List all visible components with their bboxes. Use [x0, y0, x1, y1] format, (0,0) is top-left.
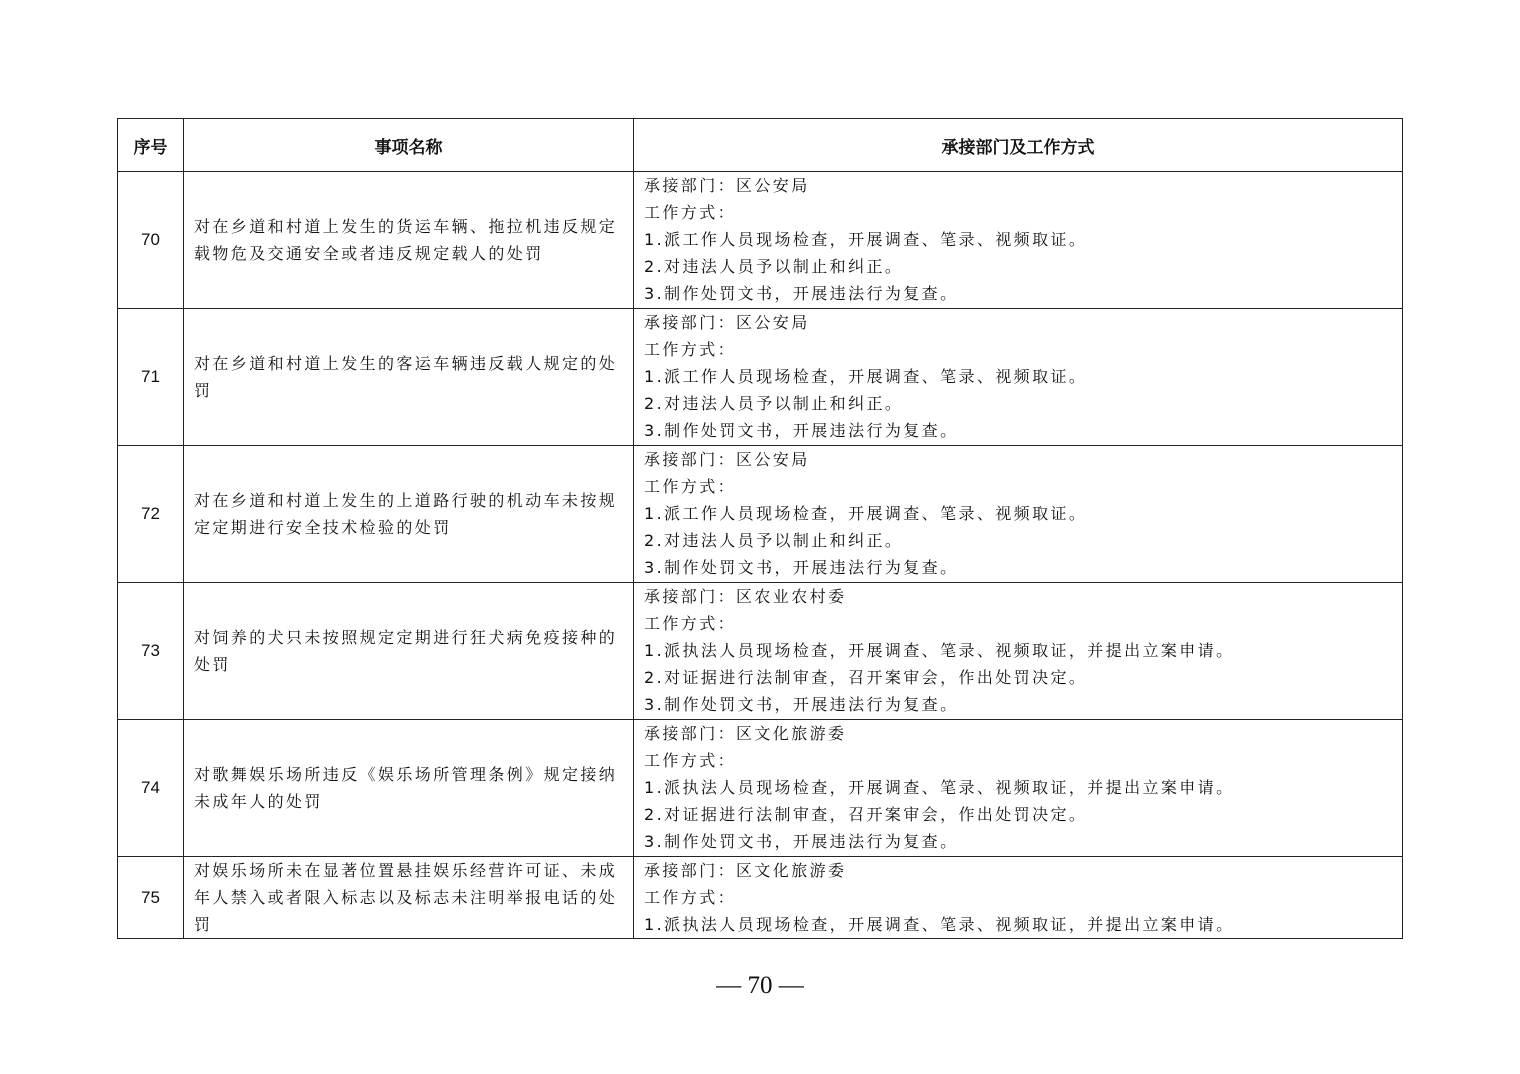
row-matter-name: 对在乡道和村道上发生的货运车辆、拖拉机违反规定载物危及交通安全或者违反规定载人的处罚 [184, 172, 634, 309]
method-step: 2.对违法人员予以制止和纠正。 [644, 394, 904, 413]
header-dept: 承接部门及工作方式 [634, 119, 1403, 172]
matters-table [117, 118, 1403, 939]
table-row [118, 583, 1403, 720]
row-seq: 70 [118, 172, 184, 309]
dept-line: 承接部门：区农业农村委 [644, 587, 847, 606]
method-step: 3.制作处罚文书，开展违法行为复查。 [644, 832, 959, 851]
table-row [118, 720, 1403, 857]
method-line: 工作方式： [644, 614, 737, 633]
table-row [118, 857, 1403, 939]
method-step: 2.对违法人员予以制止和纠正。 [644, 257, 904, 276]
method-line: 工作方式： [644, 340, 737, 359]
row-seq: 71 [118, 309, 184, 446]
method-step: 2.对证据进行法制审查，召开案审会，作出处罚决定。 [644, 805, 1088, 824]
method-step: 1.派工作人员现场检查，开展调查、笔录、视频取证。 [644, 504, 1088, 523]
row-matter-name: 对饲养的犬只未按照规定定期进行狂犬病免疫接种的处罚 [184, 583, 634, 720]
dept-line: 承接部门：区公安局 [644, 176, 810, 195]
row-dept-method [634, 309, 1403, 446]
method-step: 3.制作处罚文书，开展违法行为复查。 [644, 695, 959, 714]
dept-line: 承接部门：区公安局 [644, 450, 810, 469]
method-line: 工作方式： [644, 203, 737, 222]
row-dept-method [634, 857, 1403, 939]
row-dept-method [634, 172, 1403, 309]
row-matter-name: 对娱乐场所未在显著位置悬挂娱乐经营许可证、未成年人禁入或者限入标志以及标志未注明举报电话的处罚 [184, 857, 634, 939]
method-step: 3.制作处罚文书，开展违法行为复查。 [644, 558, 959, 577]
method-step: 1.派执法人员现场检查，开展调查、笔录、视频取证，并提出立案申请。 [644, 915, 1235, 934]
row-seq: 75 [118, 857, 184, 939]
row-seq: 73 [118, 583, 184, 720]
method-step: 3.制作处罚文书，开展违法行为复查。 [644, 284, 959, 303]
method-step: 1.派工作人员现场检查，开展调查、笔录、视频取证。 [644, 367, 1088, 386]
page-number: — 70 — [716, 972, 804, 999]
row-matter-name: 对在乡道和村道上发生的客运车辆违反载人规定的处罚 [184, 309, 634, 446]
row-dept-method [634, 446, 1403, 583]
table-header-row [118, 119, 1403, 172]
table-row [118, 309, 1403, 446]
method-step: 1.派执法人员现场检查，开展调查、笔录、视频取证，并提出立案申请。 [644, 778, 1235, 797]
method-step: 3.制作处罚文书，开展违法行为复查。 [644, 421, 959, 440]
row-matter-name: 对歌舞娱乐场所违反《娱乐场所管理条例》规定接纳未成年人的处罚 [184, 720, 634, 857]
dept-line: 承接部门：区文化旅游委 [644, 724, 847, 743]
row-dept-method [634, 583, 1403, 720]
dept-line: 承接部门：区文化旅游委 [644, 861, 847, 880]
header-name: 事项名称 [184, 119, 634, 172]
method-step: 1.派执法人员现场检查，开展调查、笔录、视频取证，并提出立案申请。 [644, 641, 1235, 660]
header-seq: 序号 [118, 119, 184, 172]
method-step: 2.对证据进行法制审查，召开案审会，作出处罚决定。 [644, 668, 1088, 687]
table-row [118, 172, 1403, 309]
method-step: 2.对违法人员予以制止和纠正。 [644, 531, 904, 550]
row-dept-method [634, 720, 1403, 857]
row-seq: 72 [118, 446, 184, 583]
method-step: 1.派工作人员现场检查，开展调查、笔录、视频取证。 [644, 230, 1088, 249]
row-matter-name: 对在乡道和村道上发生的上道路行驶的机动车未按规定定期进行安全技术检验的处罚 [184, 446, 634, 583]
method-line: 工作方式： [644, 477, 737, 496]
table-row [118, 446, 1403, 583]
dept-line: 承接部门：区公安局 [644, 313, 810, 332]
row-seq: 74 [118, 720, 184, 857]
method-line: 工作方式： [644, 888, 737, 907]
method-line: 工作方式： [644, 751, 737, 770]
